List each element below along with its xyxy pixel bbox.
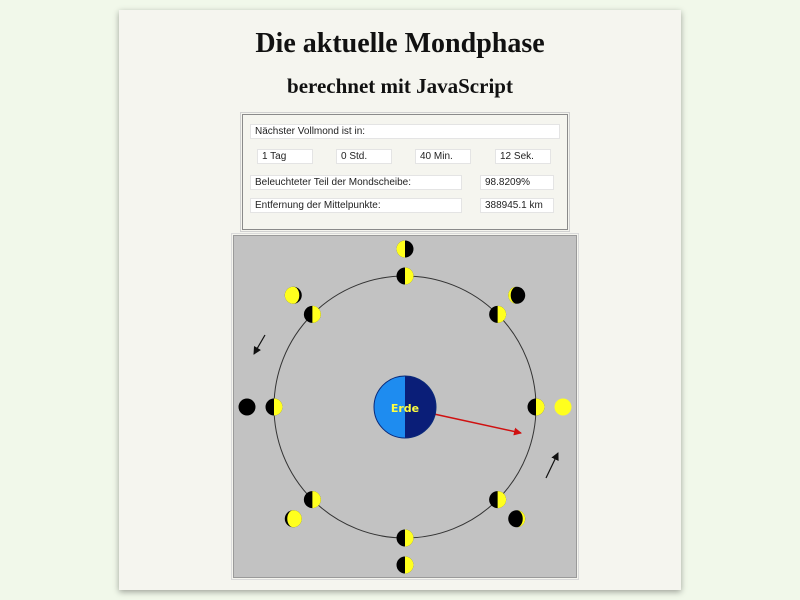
distance-label: Entfernung der Mittelpunkte: — [250, 198, 462, 213]
orbit-moon-0 — [528, 399, 545, 416]
phase-moon-3 — [285, 287, 302, 304]
orbit-moon-5 — [304, 491, 321, 508]
phase-moon-7 — [508, 510, 525, 527]
current-position-arrow — [434, 414, 521, 433]
illuminated-value: 98.8209% — [480, 175, 554, 190]
phase-moon-1 — [508, 287, 525, 304]
illuminated-label: Beleuchteter Teil der Mondscheibe: — [250, 175, 462, 190]
moon-orbit-diagram — [233, 235, 577, 578]
page-subtitle: berechnet mit JavaScript — [287, 74, 513, 98]
orbit-moon-4 — [266, 399, 283, 416]
info-panel — [242, 114, 568, 230]
orbit-moon-2 — [397, 268, 414, 285]
phase-moon-5 — [285, 510, 302, 527]
minutes-field: 40 Min. — [415, 149, 471, 164]
earth — [374, 376, 436, 438]
days-field: 1 Tag — [257, 149, 313, 164]
direction-arrow-right — [546, 453, 558, 478]
direction-arrow-left — [254, 335, 265, 354]
orbit-moon-7 — [489, 491, 506, 508]
orbit-moon-3 — [304, 306, 321, 323]
seconds-field: 12 Sek. — [495, 149, 551, 164]
orbit-moon-1 — [489, 306, 506, 323]
orbit-diagram-svg — [234, 236, 576, 577]
phase-moon-2 — [397, 241, 414, 258]
page-title: Die aktuelle Mondphase — [255, 28, 545, 59]
page-container — [119, 10, 681, 590]
phase-moon-0 — [555, 399, 572, 416]
earth-label: Erde — [390, 402, 420, 415]
distance-value: 388945.1 km — [480, 198, 554, 213]
orbit-moon-6 — [397, 530, 414, 547]
phase-moon-6 — [397, 557, 414, 574]
phase-moon-4 — [239, 399, 256, 416]
hours-field: 0 Std. — [336, 149, 392, 164]
next-full-moon-label: Nächster Vollmond ist in: — [250, 124, 560, 139]
